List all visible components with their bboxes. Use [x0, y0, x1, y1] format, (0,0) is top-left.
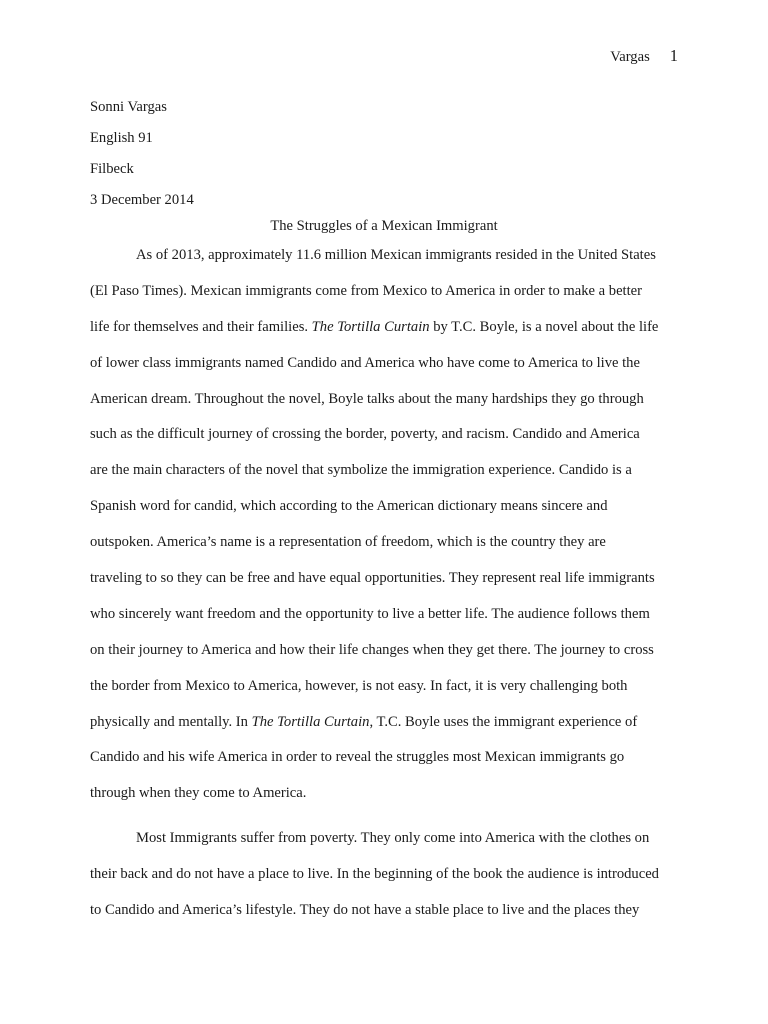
line-text: by T.C. Boyle, is a novel about the life [429, 318, 659, 335]
instructor-name: Filbeck [90, 161, 134, 177]
paragraph-line [90, 705, 678, 741]
paragraph-line: Most Immigrants suffer from poverty. They only come into America with the clothes on [136, 830, 650, 846]
paragraph-line: the border from Mexico to America, however, is not easy. In fact, it is very challenging both [90, 677, 628, 694]
paragraph-line: of lower class immigrants named Candido and America who have come to America to live the [90, 354, 640, 371]
paragraph-line: outspoken. America’s name is a representation of freedom, which is the country they are [90, 534, 606, 551]
paragraph-line: (El Paso Times). Mexican immigrants come from Mexico to America in order to make a better [90, 282, 642, 299]
student-name: Sonni Vargas [90, 99, 167, 115]
essay-date: 3 December 2014 [90, 192, 194, 208]
paragraph-line: to Candido and America’s lifestyle. They do not have a stable place to live and the places they [90, 901, 640, 918]
book-title: The Tortilla Curtain [251, 713, 370, 730]
page-number: 1 [669, 46, 678, 65]
paragraph-line: such as the difficult journey of crossing the border, poverty, and racism. Candido and America [90, 426, 640, 443]
book-title: The Tortilla Curtain [311, 318, 430, 335]
paragraph-line: traveling to so they can be free and have equal opportunities. They represent real life immigrants [90, 570, 655, 587]
paragraph-line: their back and do not have a place to live. In the beginning of the book the audience is introduced [90, 865, 659, 882]
line-text: physically and mentally. In [90, 713, 252, 730]
paragraph-line: who sincerely want freedom and the opportunity to live a better life. The audience follows them [90, 605, 650, 622]
paragraph-line [90, 310, 678, 346]
paragraph-line: are the main characters of the novel that symbolize the immigration experience. Candido is a [90, 462, 632, 479]
paragraph-1 [90, 238, 678, 812]
running-header [610, 46, 678, 66]
paragraph-line: through when they come to America. [90, 785, 307, 802]
essay-title: The Struggles of a Mexican Immigrant [270, 218, 498, 234]
paragraph-line: As of 2013, approximately 11.6 million Mexican immigrants resided in the United States [136, 247, 656, 263]
paragraph-2 [90, 821, 678, 929]
paragraph-line: American dream. Throughout the novel, Boyle talks about the many hardships they go through [90, 390, 644, 407]
paragraph-line: Candido and his wife America in order to reveal the struggles most Mexican immigrants go [90, 749, 625, 766]
mla-heading [90, 92, 194, 216]
course-name: English 91 [90, 130, 153, 146]
paragraph-line: Spanish word for candid, which according to the American dictionary means sincere and [90, 498, 608, 515]
line-text: life for themselves and their families. [90, 318, 312, 335]
header-author-lastname: Vargas [610, 49, 650, 65]
line-text: , T.C. Boyle uses the immigrant experience of [369, 713, 638, 730]
paragraph-line: on their journey to America and how their life changes when they get there. The journey to cross [90, 641, 654, 658]
